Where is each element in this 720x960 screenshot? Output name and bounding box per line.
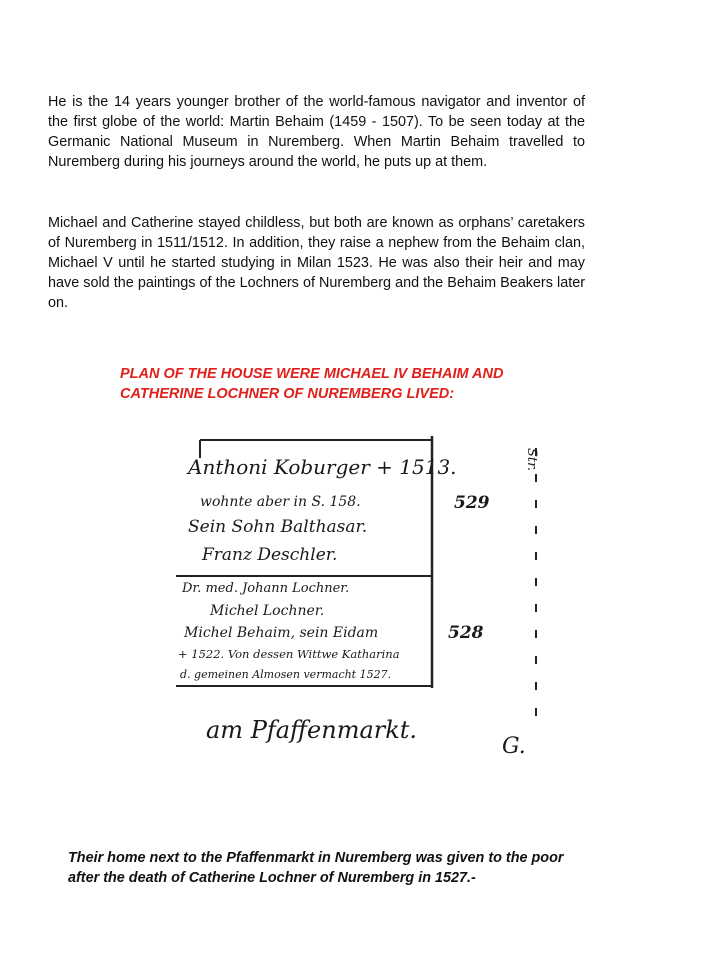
upper-entry-line-1: Anthoni Koburger + 1513. [188,455,457,479]
upper-entry-line-3: Sein Sohn Balthasar. [188,517,368,537]
lower-entry-line-3: Michel Behaim, sein Eidam [184,625,379,641]
upper-house-number: 529 [454,493,490,513]
lower-entry-line-5: d. gemeinen Almosen vermacht 1527. [180,668,392,681]
plan-title [120,364,590,404]
upper-entry-line-4: Franz Deschler. [202,545,338,565]
paragraph-childless-caretakers: Michael and Catherine stayed childless, but both are known as orphans’ caretakers of Nuremberg in 1511/1512. In addition, they raise a nephew from the Behaim clan, Michael V until he started studying in Milan 1523. He was also their heir and may have sold the paintings of the Lochners of Nuremberg and the Behaim Beakers later on. [48,215,585,311]
caption [68,848,668,888]
lower-entry-line-1: Dr. med. Johann Lochner. [182,581,350,596]
paragraph-behaim-brother: He is the 14 years younger brother of the world-famous navigator and inventor of the first globe of the world: Martin Behaim (1459 - 1507). To be seen today at the Germanic National Museum in Nuremberg. When Martin Behaim travelled to Nuremberg during his journeys around the world, he puts up at them. [48,94,585,170]
plan-title-line-1: PLAN OF THE HOUSE WERE MICHAEL IV BEHAIM AND [120,366,504,382]
lower-entry-line-2: Michel Lochner. [210,603,325,619]
caption-line-1: Their home next to the Pfaffenmarkt in Nuremberg was given to the poor [68,850,564,866]
upper-entry-line-2: wohnte aber in S. 158. [200,494,361,510]
house-plan-scan [132,418,552,783]
house-plan-drawing [132,418,552,783]
plan-title-line-2: CATHERINE LOCHNER OF NUREMBERG LIVED: [120,386,455,402]
side-mark-top: Str. [524,448,539,472]
caption-line-2: after the death of Catherine Lochner of Nuremberg in 1527.- [68,870,476,886]
lower-entry-line-4: + 1522. Von dessen Wittwe Katharina [178,647,400,661]
lower-house-number: 528 [448,623,484,643]
side-mark-bottom: G. [502,734,526,759]
street-label: am Pfaffenmarkt. [206,716,418,744]
